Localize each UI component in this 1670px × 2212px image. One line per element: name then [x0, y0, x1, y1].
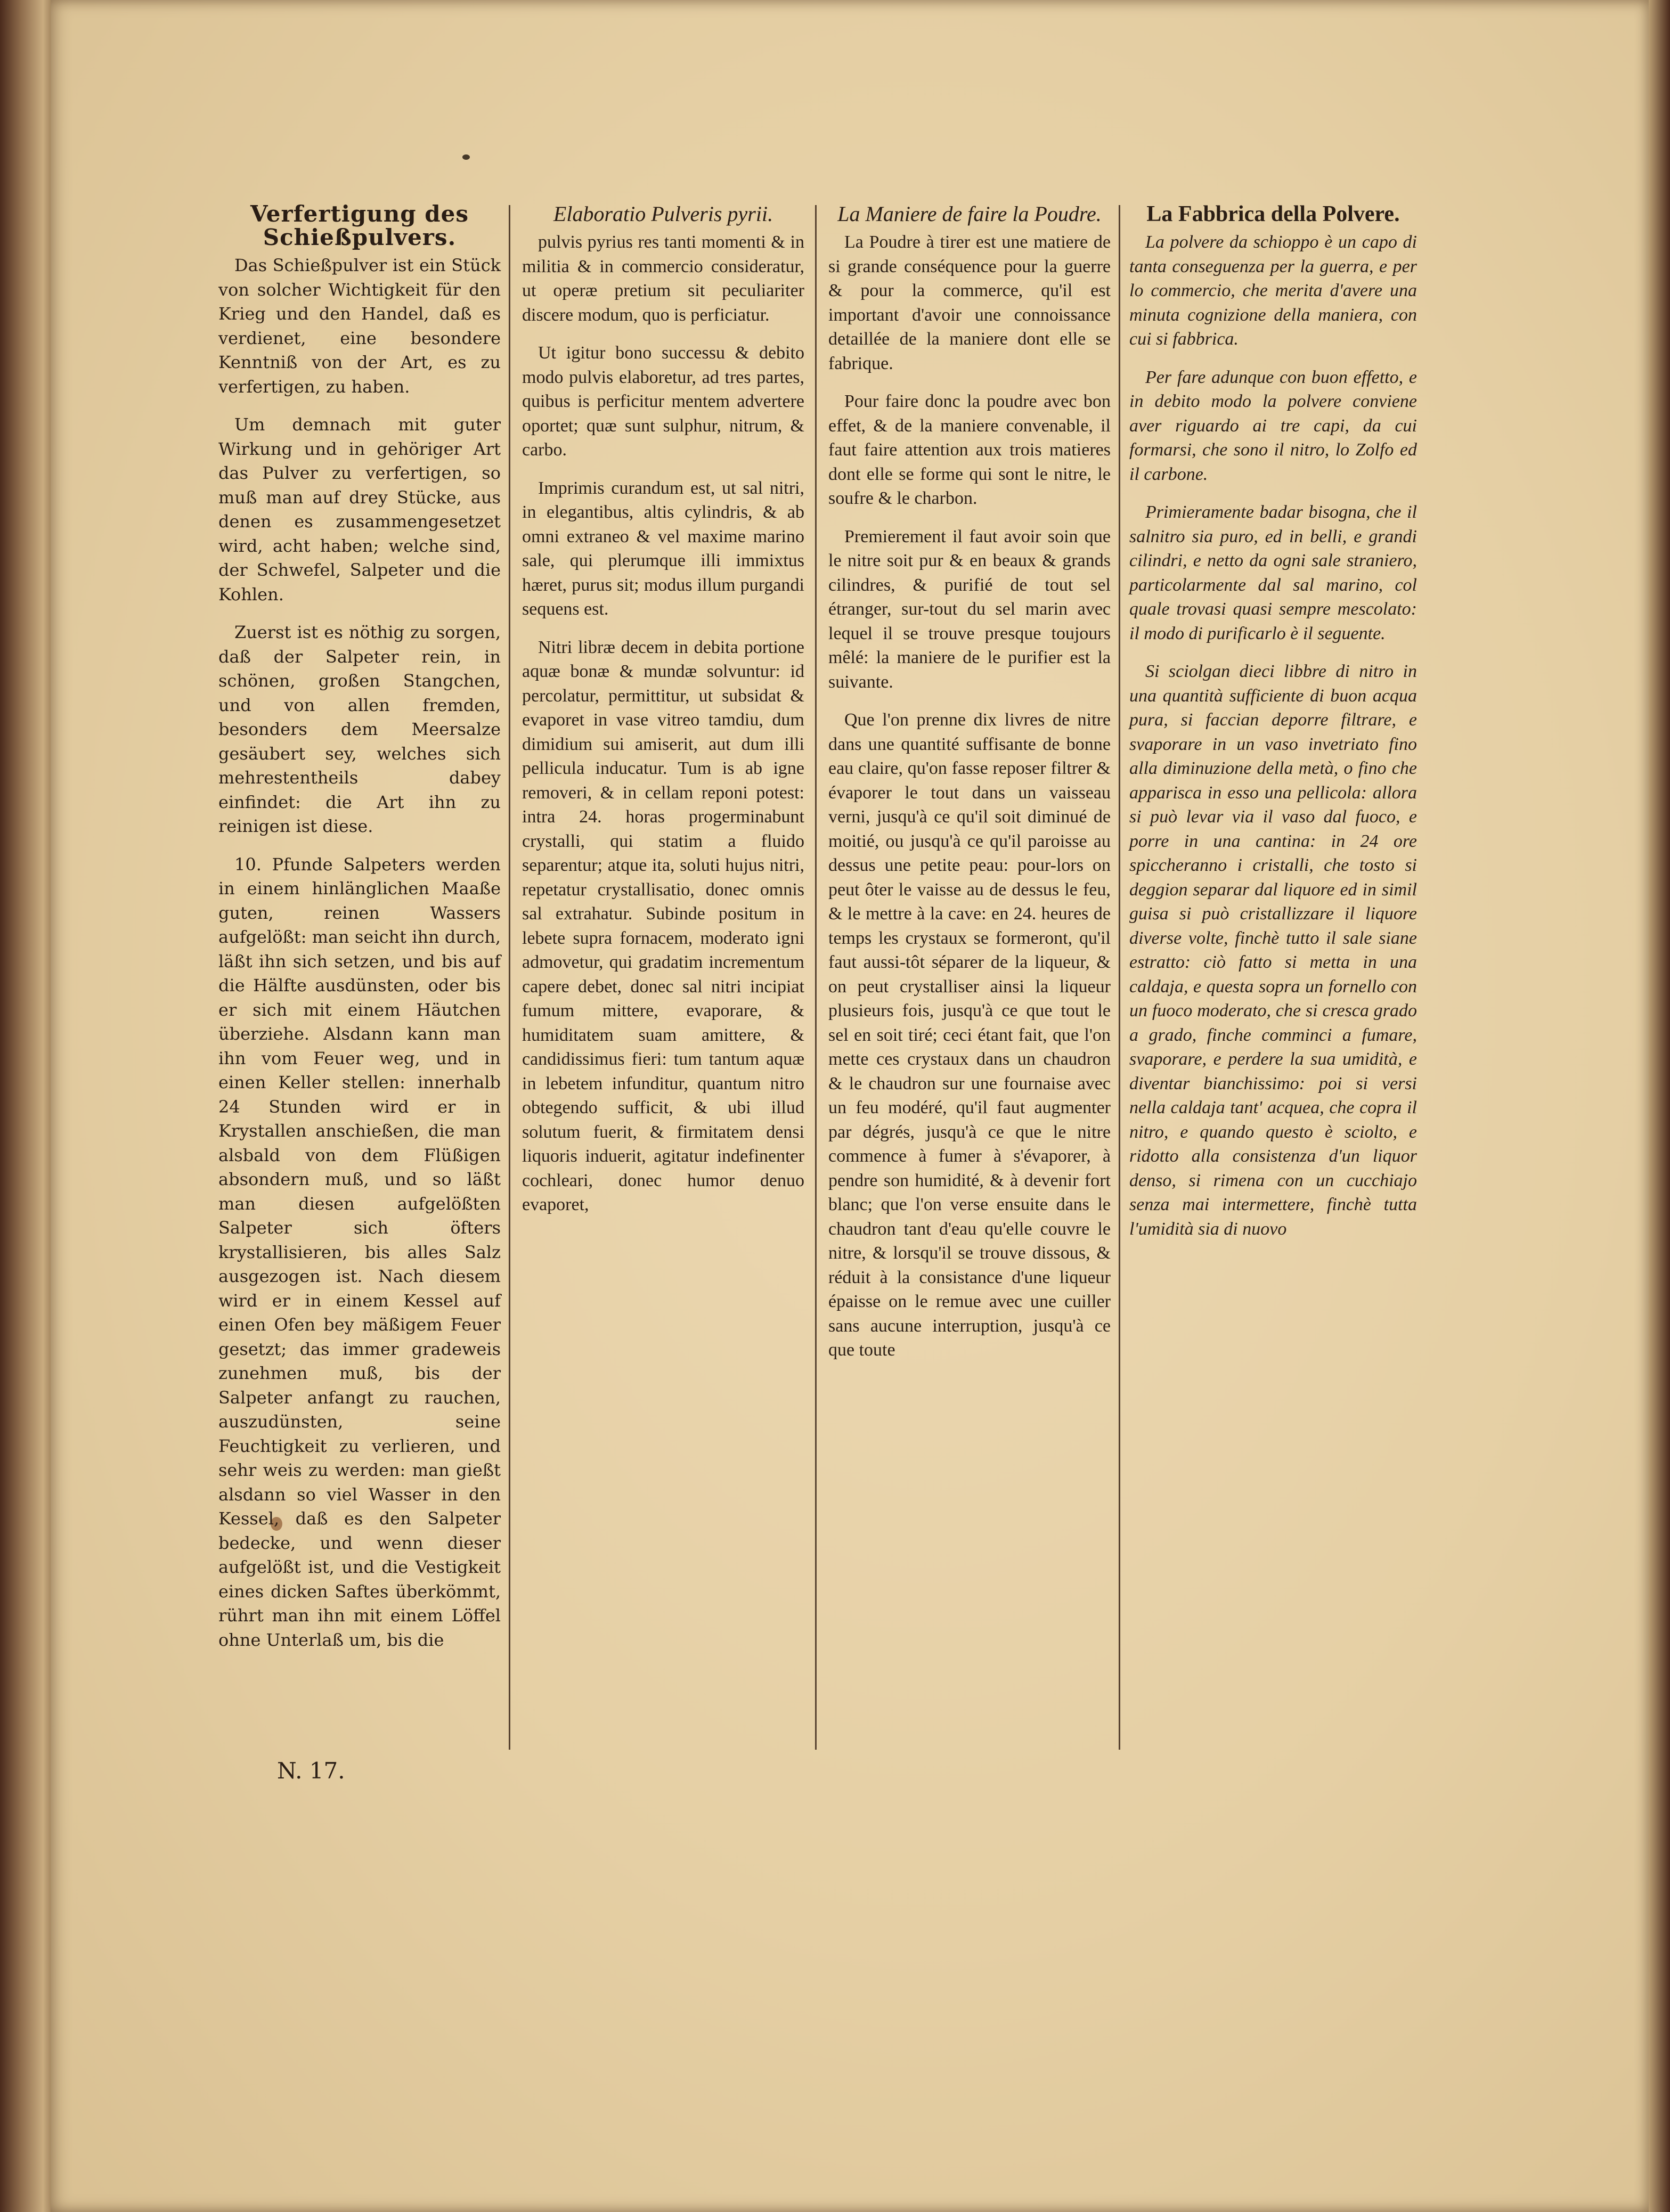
- column-german: [218, 202, 501, 1779]
- column-title: Verfertigung des Schießpulvers.: [250, 201, 469, 250]
- paragraph: Um demnach mit guter Wirkung und in gehöriger Art das Pulver zu verfertigen, so muß man auf drey Stücke, aus denen es zusammengesetzet wird, acht haben; welche sind, der Schwefel, Salpeter und die Kohlen.: [218, 414, 501, 605]
- signature-mark: N. 17.: [277, 1758, 345, 1784]
- column-italian: [1129, 202, 1417, 1779]
- paragraph: La polvere da schioppo è un capo di tanta conseguenza per la guerra, e per lo commercio, che merita d'avere una minuta cognizione della maniera, con cui si fabbrica.: [1129, 232, 1417, 349]
- paragraph: Premierement il faut avoir soin que le nitre soit pur & en beaux & grands cilindres, & purifié de tout sel étranger, sur-tout du sel marin avec lequel il se trouve presque toujours mêlé: la maniere de le purifier est la suivante.: [828, 526, 1111, 692]
- ink-mark: [462, 154, 470, 160]
- paragraph: Das Schießpulver ist ein Stück von solcher Wichtigkeit für den Krieg und den Handel, daß es verdienet, eine besondere Kenntniß von der Art, es zu verfertigen, zu haben.: [218, 255, 501, 397]
- paragraph: pulvis pyrius res tanti momenti & in militia & in commercio consideratur, ut operæ pretium sit peculiariter discere modum, quo is perficiatur.: [522, 232, 804, 325]
- paragraph: Primieramente badar bisogna, che il salnitro sia puro, ed in belli, e grandi cilindri, e netto da ogni sale straniero, particolarmente dal sal marino, col quale trovasi quasi sempre mescolato: il modo di purificarlo è il seguente.: [1129, 502, 1417, 643]
- paragraph: La Poudre à tirer est une matiere de si grande conséquence pour la guerre & pour la commerce, qu'il est important d'avoir une connoissance detaillée de la maniere dont elle se fabrique.: [828, 232, 1111, 373]
- column-rule: [815, 205, 817, 1750]
- paragraph: Si sciolgan dieci libbre di nitro in una quantità sufficiente di buon acqua pura, si faccian deporre filtrare, e svaporare in un vaso invetriato fino alla diminuzione della metà, o fino che apparisca in esso una pellicola: allora si può levar via il vaso dal fuoco, e porre in una cantina: in 24 ore spiccheranno i cristalli, che tosto si deggion separar dal liquore ed in simil guisa si può cristallizzare il liquore diverse volte, finchè tutto il sale siane estratto: ciò fatto si metta in una caldaja, e questa sopra un fornello con un fuoco moderato, che si cresca grado a grado, finche comminci a fumare, svaporare, e perdere la sua umidità, e diventar bianchissimo: poi si versi nella caldaja tant' acquea, che copra il nitro, e quando questo è sciolto, e ridotto alla consistenza d'un liquor denso, si rimena con un cucchiajo senza mai intermettere, finchè tutta l'umidità sia di nuovo: [1129, 662, 1417, 1239]
- column-title: La Fabbrica della Polvere.: [1146, 202, 1400, 226]
- paragraph: Ut igitur bono successu & debito modo pulvis elaboretur, ad tres partes, quibus is perficitur mentem advertere oportet; quæ sunt sulphur, nitrum, & carbo.: [522, 343, 804, 460]
- column-rule: [509, 205, 510, 1750]
- column-title: Elaboratio Pulveris pyrii.: [553, 202, 773, 226]
- paragraph: 10. Pfunde Salpeters werden in einem hinlänglichen Maaße guten, reinen Wassers aufgelößt: man seicht ihn durch, läßt ihn sich setzen, und bis auf die Hälfte ausdünsten, oder bis er sich mit einem Häutchen überziehe. Alsdann kann man ihn vom Feuer weg, und in einen Keller stellen: innerhalb 24 Stunden wird er in Krystallen anschießen, die man alsbald von dem Flüßigen absondern muß, und so läßt man diesen aufgelößten Salpeter sich öfters krystallisieren, bis alles Salz ausgezogen ist. Nach diesem wird er in einem Kessel auf einen Ofen bey mäßigem Feuer gesetzt; das immer gradeweis zunehmen muß, bis der Salpeter anfangt zu rauchen, auszudünsten, seine Feuchtigkeit zu verlieren, und sehr weis zu werden: man gießt alsdann so viel Wasser in den Kessel, daß es den Salpeter bedecke, und wenn dieser aufgelößt ist, und die Vestigkeit eines dicken Saftes überkömmt, rührt man ihn mit einem Löffel ohne Unterlaß um, bis die: [218, 854, 501, 1650]
- paragraph: Pour faire donc la poudre avec bon effet, & de la maniere convenable, il faut faire attention aux trois matieres dont elle se forme qui sont le nitre, le soufre & le charbon.: [828, 391, 1111, 508]
- paragraph: Per fare adunque con buon effetto, e in debito modo la polvere conviene aver riguardo ai tre capi, da cui formarsi, che sono il nitro, lo Zolfo ed il carbone.: [1129, 367, 1417, 484]
- page-edge-right: [1649, 0, 1670, 2212]
- column-title: La Maniere de faire la Poudre.: [837, 202, 1102, 226]
- paragraph: Nitri libræ decem in debita portione aquæ bonæ & mundæ solvuntur: id percolatur, permittitur, ut subsidat & evaporet in vase vitreo tamdiu, dum dimidium sui amiserit, aut dum illi pellicula inducatur. Tum is ab igne removeri, & in cellam reponi potest: intra 24. horas progerminabunt crystalli, qui statim a fluido separentur; atque ita, soluti hujus nitri, repetatur crystallisatio, donec omnis sal extrahatur. Subinde positum in lebete supra fornacem, moderato igni admovetur, qui gradatim incrementum capere debet, donec sal nitri incipiat fumum mittere, evaporare, & humiditatem suam amittere, & candidissimus fieri: tum tantum aquæ in lebetem infunditur, quantum nitro obtegendo sufficit, & ubi illud solutum fuerit, & firmitatem densi liquoris induerit, agitatur indefinenter cochleari, donec humor denuo evaporet,: [522, 637, 804, 1214]
- column-latin: [522, 202, 804, 1779]
- column-rule: [1119, 205, 1120, 1750]
- previous-page-edge: [0, 0, 51, 2212]
- paragraph: Zuerst ist es nöthig zu sorgen, daß der Salpeter rein, in schönen, großen Stangchen, und von allen fremden, besonders dem Meersalze gesäubert sey, welches sich mehrestentheils dabey einfindet: die Art ihn zu reinigen ist diese.: [218, 622, 501, 836]
- paragraph: Que l'on prenne dix livres de nitre dans une quantité suffisante de bonne eau claire, qu'on fasse reposer filtrer & évaporer le tout dans un vaisseau verni, jusqu'à ce qu'il soit diminué de moitié, ou jusqu'à ce qu'il paroisse au dessus une petite peau: pour-lors on peut ôter le vaisse au de dessus le feu, & le mettre à la cave: en 24. heures de temps les crystaux se formeront, qu'il faut aussi-tôt séparer de la liqueur, & on peut crystalliser ainsi la liqueur plusieurs fois, jusqu'à ce que tout le sel en soit tiré; ceci étant fait, que l'on mette ces crystaux dans un chaudron & le chaudron sur une fournaise avec un feu modéré, qu'il faut augmenter par dégrés, jusqu'à ce que le nitre commence à fumer à s'évaporer, à pendre son humidité, & à devenir fort blanc; que l'on verse ensuite dans le chaudron tant d'eau qu'elle couvre le nitre, & lorsqu'il se trouve dissous, & réduit à la consistance d'une liqueur épaisse on le remue avec une cuiller sans aucune interruption, jusqu'à ce que toute: [828, 710, 1111, 1360]
- paragraph: Imprimis curandum est, ut sal nitri, in elegantibus, altis cylindris, & ab omni extraneo & vel maxime marino sale, qui plerumque illi immixtus hæret, purus sit; modus illum purgandi sequens est.: [522, 478, 804, 619]
- column-french: [828, 202, 1111, 1779]
